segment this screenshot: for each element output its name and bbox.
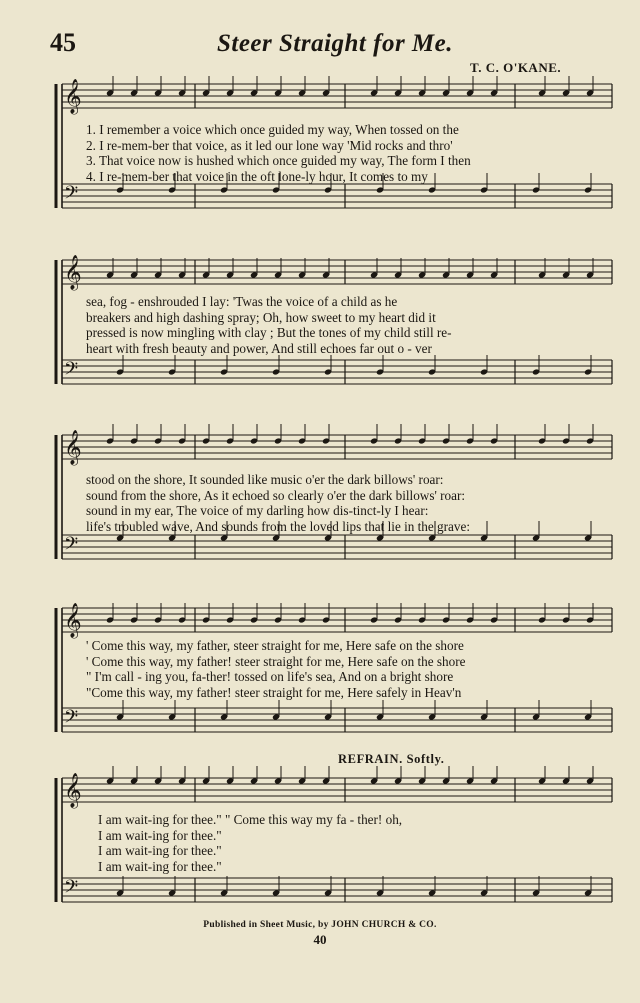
lyric-line-verse-2: I am wait-ing for thee."	[98, 827, 222, 843]
lyrics-block	[86, 122, 614, 184]
music-system-3	[0, 423, 640, 573]
svg-text:𝄢: 𝄢	[64, 534, 79, 559]
lyrics-block	[86, 294, 614, 356]
svg-text:𝄞: 𝄞	[64, 79, 82, 114]
hymn-number: 45	[50, 28, 76, 57]
page-number: 40	[313, 932, 327, 947]
music-system-5	[0, 766, 640, 916]
lyric-line-verse-4: heart with fresh beauty and power, And still echoes far out o - ver	[86, 340, 432, 356]
publisher-note: Published in Sheet Music, by JOHN CHURCH & CO.	[203, 920, 437, 930]
lyric-line-verse-4: life's troubled wave, And sounds from the loved lips that lie in the grave:	[86, 518, 471, 534]
music-system-2	[0, 248, 640, 398]
svg-text:𝄢: 𝄢	[64, 707, 79, 732]
lyric-line-verse-1: ' Come this way, my father, steer straight for me, Here safe on the shore	[86, 638, 464, 653]
refrain-label: REFRAIN. Softly.	[338, 752, 445, 766]
lyric-line-verse-4: "Come this way, my father! steer straight for me, Here safely in Heav'n	[86, 684, 462, 700]
music-system-1	[0, 72, 640, 222]
svg-text:𝄞: 𝄞	[64, 603, 82, 638]
lyric-line-verse-4: I am wait-ing for thee."	[98, 858, 222, 874]
lyric-line-verse-2: ' Come this way, my father! steer straight for me, Here safe on the shore	[86, 653, 466, 669]
composer-credit: T. C. O'KANE.	[470, 60, 562, 75]
lyric-line-verse-3: I am wait-ing for thee."	[98, 843, 222, 859]
lyrics-block	[98, 812, 626, 874]
svg-text:𝄢: 𝄢	[64, 359, 79, 384]
lyric-line-verse-1: I am wait-ing for thee." " Come this way my fa - ther! oh,	[98, 812, 403, 827]
lyric-line-verse-2: sound from the shore, As it echoed so clearly o'er the dark billows' roar:	[86, 487, 466, 503]
lyric-line-verse-4: 4. I re-mem-ber that voice in the oft lone-ly hour, It comes to my	[86, 168, 428, 184]
svg-text:𝄞: 𝄞	[64, 430, 82, 465]
music-system-4	[0, 596, 640, 746]
lyric-line-verse-2: breakers and high dashing spray; Oh, how sweet to my heart did it	[86, 309, 436, 325]
lyric-line-verse-3: sound in my ear, The voice of my darling how dis-tinct-ly I hear:	[86, 503, 429, 519]
hymn-title: Steer Straight for Me.	[216, 30, 454, 57]
lyric-line-verse-3: 3. That voice now is hushed which once guided my way, The form I then	[86, 153, 471, 169]
lyrics-block	[86, 638, 614, 700]
lyric-line-verse-2: 2. I re-mem-ber that voice, as it led our lone way 'Mid rocks and thro'	[86, 137, 453, 153]
svg-text:𝄢: 𝄢	[64, 183, 79, 208]
lyric-line-verse-1: sea, fog - enshrouded I lay: 'Twas the voice of a child as he	[86, 294, 398, 309]
lyric-line-verse-3: pressed is now mingling with clay ; But the tones of my child still re-	[86, 325, 452, 341]
svg-text:𝄢: 𝄢	[64, 877, 79, 902]
lyric-line-verse-3: " I'm call - ing you, fa-ther! tossed on life's sea, And on a bright shore	[86, 669, 454, 685]
svg-text:𝄞: 𝄞	[64, 773, 82, 808]
lyric-line-verse-1: stood on the shore, It sounded like music o'er the dark billows' roar:	[86, 472, 444, 487]
svg-text:𝄞: 𝄞	[64, 255, 82, 290]
lyric-line-verse-1: 1. I remember a voice which once guided my way, When tossed on the	[86, 122, 459, 137]
lyrics-block	[86, 472, 614, 534]
